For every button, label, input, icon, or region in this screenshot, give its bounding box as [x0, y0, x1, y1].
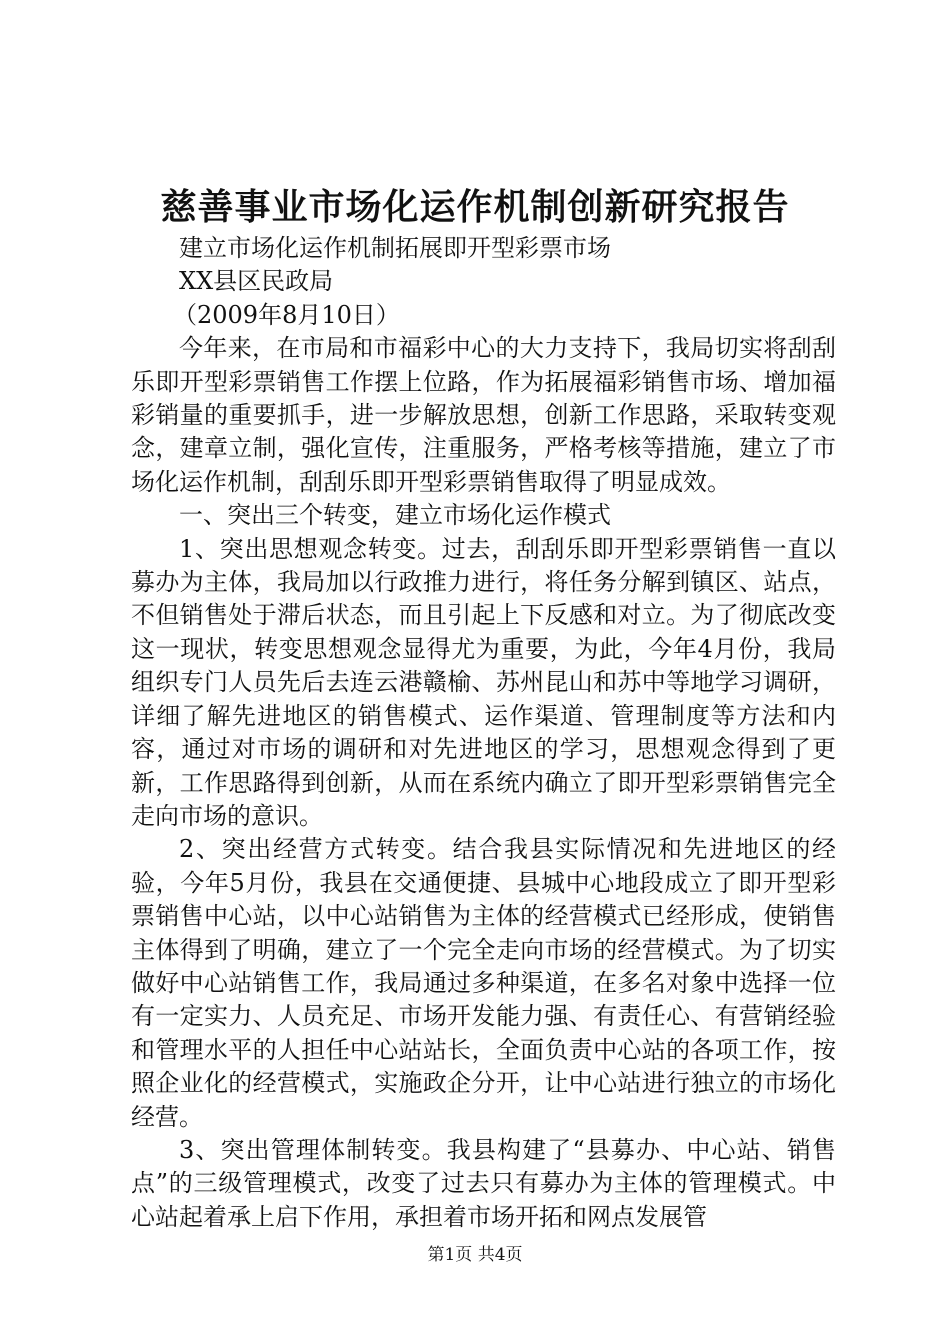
paragraph: 2、突出经营方式转变。结合我县实际情况和先进地区的经验，今年5月份，我县在交通便捷、县城中心地段成立了即开型彩票销售中心站，以中心站销售为主体的经营模式已经形成，使销售主体得到了明确，建立了一个完全走向市场的经营模式。为了切实做好中心站销售工作，我局通过多种渠道，在多名对象中选择一位有一定实力、人员充足、市场开发能力强、有责任心、有营销经验和管理水平的人担任中心站站长，全面负责中心站的各项工作，按照企业化的经营模式，实施政企分开，让中心站进行独立的市场化经营。 [131, 835, 836, 1131]
document-author: XX县区民政局 [179, 267, 334, 296]
paragraph: 今年来，在市局和市福彩中心的大力支持下，我局切实将刮刮乐即开型彩票销售工作摆上位路，作为拓展福彩销售市场、增加福彩销量的重要抓手，进一步解放思想，创新工作思路，采取转变观念，建章立制，强化宣传，注重服务，严格考核等措施，建立了市场化运作机制，刮刮乐即开型彩票销售取得了明显成效。 [131, 334, 836, 496]
paragraph: 1、突出思想观念转变。过去，刮刮乐即开型彩票销售一直以募办为主体，我局加以行政推力进行，将任务分解到镇区、站点，不但销售处于滞后状态，而且引起上下反感和对立。为了彻底改变这一现状，转变思想观念显得尤为重要，为此，今年4月份，我局组织专门人员先后去连云港赣榆、苏州昆山和苏中等地学习调研，详细了解先进地区的销售模式、运作渠道、管理制度等方法和内容，通过对市场的调研和对先进地区的学习，思想观念得到了更新，工作思路得到创新，从而在系统内确立了即开型彩票销售完全走向市场的意识。 [131, 534, 836, 830]
document-title: 慈善事业市场化运作机制创新研究报告 [160, 186, 790, 228]
paragraph: 3、突出管理体制转变。我县构建了“县募办、中心站、销售点”的三级管理模式，改变了过去只有募办为主体的管理模式。中心站起着承上启下作用，承担着市场开拓和网点发展管 [131, 1135, 836, 1231]
section-heading: 一、突出三个转变，建立市场化运作模式 [179, 501, 611, 530]
document-date: （2009年8月10日） [173, 300, 400, 329]
document-body [131, 232, 836, 1234]
document-subtitle: 建立市场化运作机制拓展即开型彩票市场 [179, 234, 611, 262]
page-number-footer: 第1页 共4页 [427, 1245, 523, 1265]
